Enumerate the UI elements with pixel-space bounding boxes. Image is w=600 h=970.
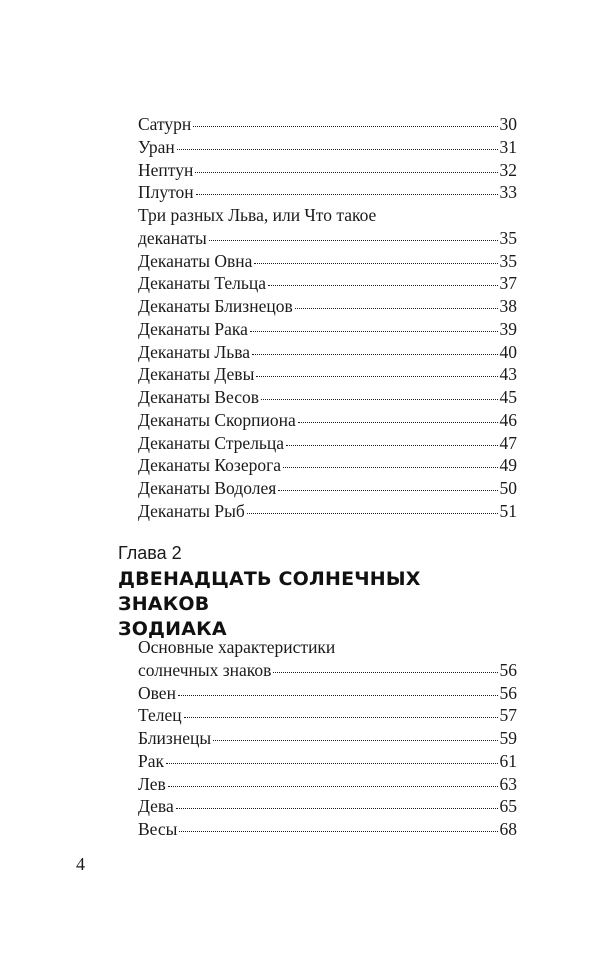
toc-entry-label: Деканаты Водолея	[138, 478, 277, 498]
toc-entry-libra	[138, 818, 517, 841]
toc-entry-page: 59	[499, 728, 517, 748]
toc-entry-label: деканаты	[138, 227, 207, 248]
toc-entry-label: Деканаты Рыб	[138, 500, 245, 521]
toc-entry-label: Деканаты Стрельца	[138, 432, 285, 453]
dot-leader	[286, 444, 497, 446]
toc-entry-page: 47	[499, 432, 517, 453]
toc-entry-decans-sagittarius	[138, 432, 517, 455]
toc-entry-label: Деканаты Рака	[138, 318, 248, 339]
dot-leader	[196, 193, 498, 195]
toc-entry-decans-cancer	[138, 318, 517, 341]
toc-entry-decans-gemini	[138, 295, 517, 318]
toc-entry-gemini	[138, 727, 517, 750]
toc-entry-page: 61	[499, 750, 517, 771]
toc-entry-three-leos-line2	[138, 227, 517, 250]
toc-entry-page: 46	[499, 409, 517, 430]
toc-entry-page: 68	[499, 819, 517, 839]
toc-entry-label: Телец	[138, 705, 182, 726]
toc-entry-main-characteristics-line2	[138, 659, 517, 682]
dot-leader	[184, 716, 498, 718]
toc-entry-page: 35	[499, 227, 517, 248]
toc-entry-label: Лев	[138, 773, 166, 794]
toc-entry-label: Сатурн	[138, 114, 192, 134]
dot-leader	[268, 284, 497, 286]
toc-entry-label: Весы	[138, 819, 178, 839]
chapter-number: Глава 2	[118, 543, 182, 563]
toc-entry-page: 49	[499, 455, 517, 476]
toc-entry-decans-capricorn	[138, 454, 517, 477]
toc-entry-main-characteristics-line1	[138, 636, 517, 659]
dot-leader	[176, 807, 498, 809]
toc-entry-decans-taurus	[138, 272, 517, 295]
toc-entry-page: 65	[499, 796, 517, 817]
toc-entry-page: 31	[499, 136, 517, 157]
toc-entry-label: Близнецы	[138, 728, 212, 748]
toc-entry-decans-aries	[138, 250, 517, 273]
toc-entry-aries	[138, 682, 517, 705]
toc-entry-label: Овен	[138, 682, 176, 703]
toc-entry-decans-virgo	[138, 363, 517, 386]
dot-leader	[177, 148, 498, 150]
page-number: 4	[76, 854, 85, 874]
toc-entry-page: 63	[499, 773, 517, 794]
dot-leader	[261, 398, 497, 400]
toc-entry-pluto	[138, 181, 517, 204]
toc-entry-page: 45	[499, 387, 517, 407]
toc-entry-page: 30	[499, 114, 517, 134]
dot-leader	[213, 739, 497, 741]
toc-entry-page: 51	[499, 500, 517, 521]
dot-leader	[273, 671, 497, 673]
toc-entry-page: 50	[499, 478, 517, 498]
dot-leader	[298, 421, 498, 423]
dot-leader	[209, 239, 498, 241]
dot-leader	[168, 785, 498, 787]
chapter-title-line1: ДВЕНАДЦАТЬ СОЛНЕЧНЫХ ЗНАКОВ	[118, 568, 421, 615]
toc-entry-label: Деканаты Козерога	[138, 455, 282, 476]
toc-entry-saturn	[138, 113, 517, 136]
toc-entry-label: Деканаты Скорпиона	[138, 409, 296, 430]
chapter-title-line2: ЗОДИАКА	[118, 618, 227, 640]
dot-leader	[252, 353, 497, 355]
toc-entry-decans-aquarius	[138, 477, 517, 500]
toc-entry-label: Деканаты Тельца	[138, 273, 267, 294]
toc-entry-label: Плутон	[138, 182, 194, 203]
dot-leader	[295, 307, 498, 309]
toc-entry-leo	[138, 773, 517, 796]
toc-entry-label: Деканаты Овна	[138, 250, 253, 271]
dot-leader	[179, 830, 497, 832]
toc-entry-page: 57	[499, 705, 517, 726]
toc-entry-label: Дева	[138, 796, 174, 817]
dot-leader	[250, 330, 498, 332]
dot-leader	[247, 512, 498, 514]
toc-entry-page: 56	[499, 659, 517, 680]
toc-entry-label: Рак	[138, 750, 165, 771]
toc-entry-label: Деканаты Девы	[138, 364, 255, 385]
toc-entry-label: солнечных знаков	[138, 659, 272, 680]
toc-entry-cancer	[138, 750, 517, 773]
toc-entry-page: 32	[499, 159, 517, 180]
chapter-title	[118, 567, 518, 642]
toc-entry-three-leos-line1	[138, 204, 517, 227]
dot-leader	[178, 694, 498, 696]
toc-entry-page: 43	[499, 364, 517, 385]
toc-entry-page: 35	[499, 250, 517, 271]
dot-leader	[195, 171, 497, 173]
dot-leader	[278, 489, 497, 491]
toc-entry-page: 56	[499, 682, 517, 703]
toc-list-part2	[138, 636, 517, 841]
toc-entry-label: Нептун	[138, 159, 194, 180]
toc-entry-decans-scorpio	[138, 409, 517, 432]
toc-entry-uranus	[138, 136, 517, 159]
dot-leader	[283, 466, 497, 468]
dot-leader	[254, 262, 497, 264]
toc-entry-neptune	[138, 159, 517, 182]
toc-list-part1	[138, 113, 517, 523]
dot-leader	[256, 375, 497, 377]
toc-entry-decans-pisces	[138, 500, 517, 523]
toc-entry-taurus	[138, 704, 517, 727]
toc-entry-decans-leo	[138, 341, 517, 364]
toc-entry-page: 37	[499, 273, 517, 294]
toc-entry-page: 38	[499, 296, 517, 316]
toc-entry-label: Деканаты Льва	[138, 341, 251, 362]
toc-entry-label: Уран	[138, 136, 175, 157]
toc-entry-label: Деканаты Близнецов	[138, 296, 293, 316]
toc-entry-virgo	[138, 795, 517, 818]
toc-entry-label: Основные характеристики	[138, 637, 336, 657]
toc-entry-page: 39	[499, 318, 517, 339]
toc-entry-label: Три разных Льва, или Что такое	[138, 205, 377, 225]
toc-entry-decans-libra	[138, 386, 517, 409]
dot-leader	[166, 762, 497, 764]
toc-entry-page: 40	[499, 341, 517, 362]
toc-entry-label: Деканаты Весов	[138, 387, 260, 407]
toc-entry-page: 33	[499, 182, 517, 203]
dot-leader	[193, 125, 497, 127]
